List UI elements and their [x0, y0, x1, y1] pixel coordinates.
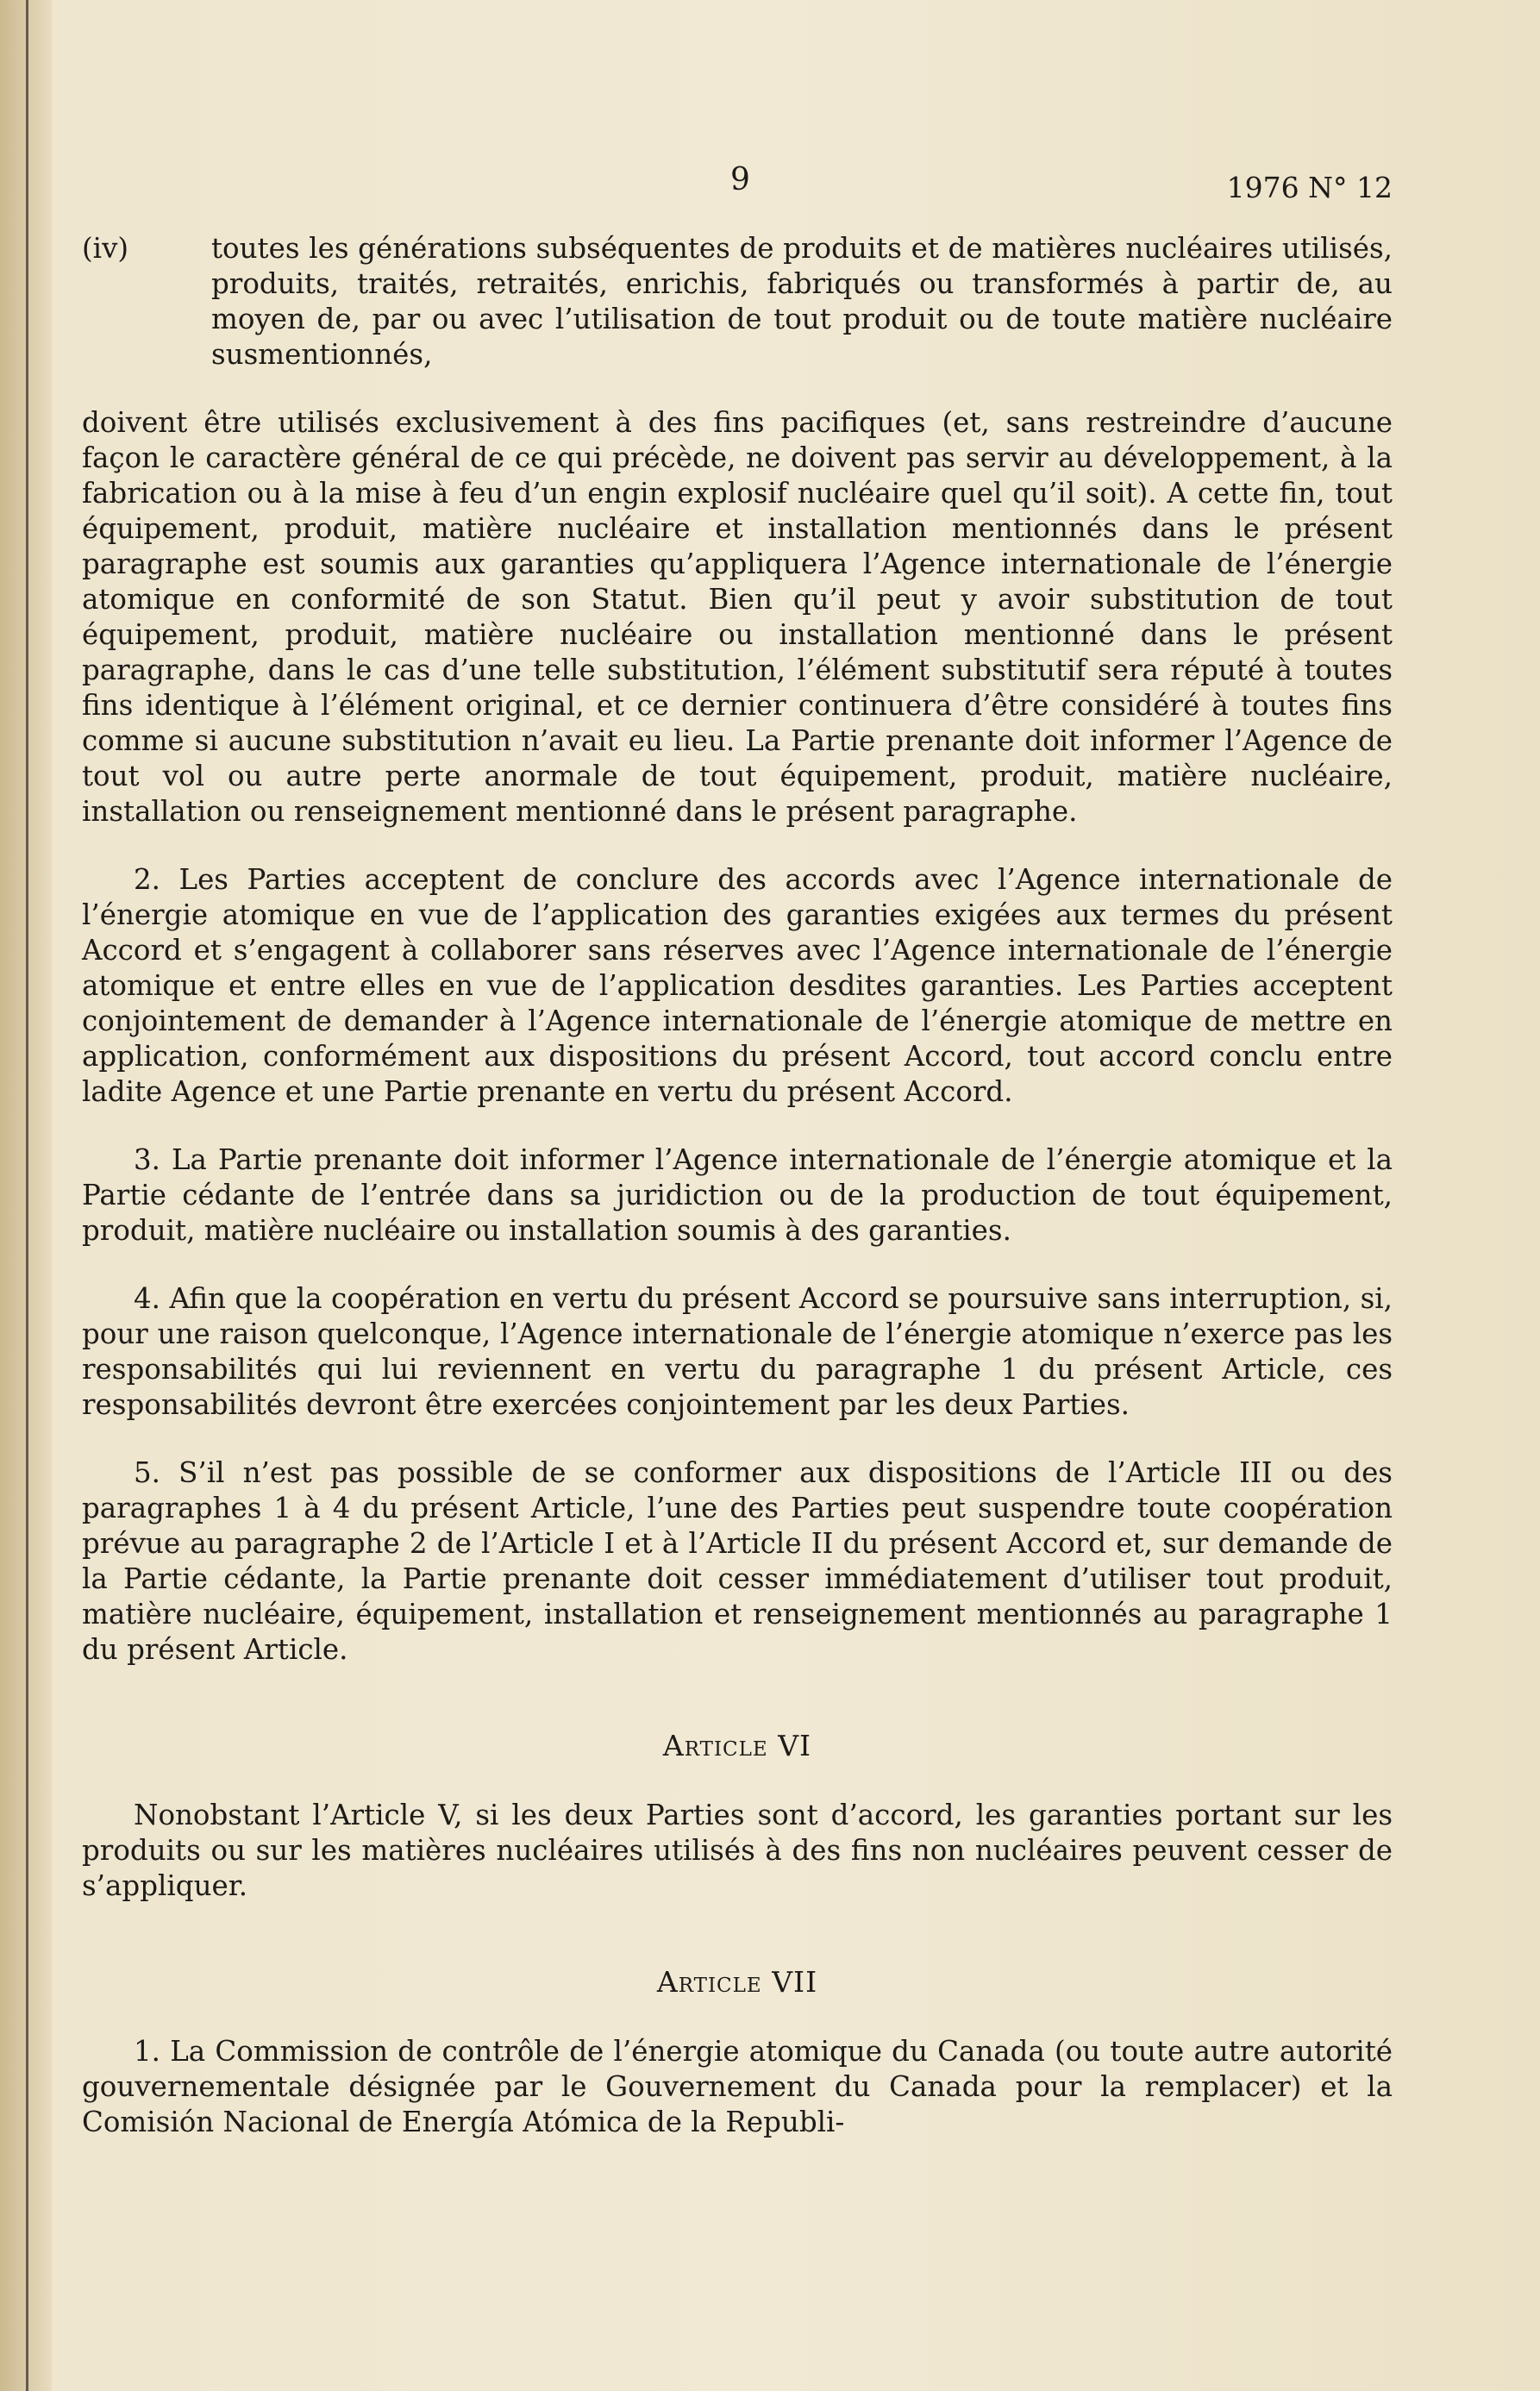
clause-iv-text: toutes les générations subséquentes de produits et de matières nucléaires utilisés, produits, traités, retraités, enrichis, fabriqués ou transformés à partir de, au moyen de, par ou avec l’utilisation de tout produit ou de toute matière nucléaire susmentionnés, — [211, 232, 1393, 371]
article-vii-heading: Article VII — [656, 1965, 818, 1999]
page-body — [82, 231, 1393, 2140]
continuation-paragraph: doivent être utilisés exclusivement à des fins pacifiques (et, sans restreindre d’aucune façon le caractère général de ce qui précède, ne doivent pas servir au développement, à la fabrication ou à la mise à feu d’un engin explosif nucléaire quel qu’il soit). A cette fin, tout équipement, produit, matière nucléaire et installation mentionnés dans le présent paragraphe est soumis aux garanties qu’appliquera l’Agence internationale de l’énergie atomique en conformité de son Statut. Bien qu’il peut y avoir substitution de tout équipement, produit, matière nucléaire ou installation mentionné dans le présent paragraphe, dans le cas d’une telle substitution, l’élément substitutif sera réputé à toutes fins identique à l’élément original, et ce dernier continuera d’être considéré à toutes fins comme si aucune substitution n’avait eu lieu. La Partie prenante doit informer l’Agence de tout vol ou autre perte anormale de tout équipement, produit, matière nucléaire, installation ou renseignement mentionné dans le présent paragraphe. — [82, 406, 1393, 828]
treaty-year-number: 1976 N° 12 — [1226, 171, 1393, 204]
paragraph-5: 5. S’il n’est pas possible de se conformer aux dispositions de l’Article III ou des paragraphes 1 à 4 du présent Article, l’une des Parties peut suspendre toute coopération prévue au paragraphe 2 de l’Article I et à l’Article II du présent Accord et, sur demande de la Partie cédante, la Partie prenante doit cesser immédiatement d’utiliser tout produit, matière nucléaire, équipement, installation et renseignement mentionnés au paragraphe 1 du présent Article. — [82, 1456, 1393, 1666]
page-number: 9 — [730, 162, 750, 197]
clause-iv — [82, 231, 1393, 372]
page-header — [82, 162, 1393, 214]
paragraph-4: 4. Afin que la coopération en vertu du présent Accord se poursuive sans interruption, si, pour une raison quelconque, l’Agence internationale de l’énergie atomique n’exerce pas les responsabilités qui lui reviennent en vertu du paragraphe 1 du présent Article, ces responsabilités devront être exercées conjointement par les deux Parties. — [82, 1282, 1393, 1421]
article-vii-text: 1. La Commission de contrôle de l’énergie atomique du Canada (ou toute autre autorité gouvernementale désignée par le Gouvernement du Canada pour la remplacer) et la Comisión Nacional de Energía Atómica de la Republi- — [82, 2035, 1393, 2138]
paragraph-2: 2. Les Parties acceptent de conclure des accords avec l’Agence internationale de l’énergie atomique en vue de l’application des garanties exigées aux termes du présent Accord et s’engagent à collaborer sans réserves avec l’Agence internationale de l’énergie atomique et entre elles en vue de l’application desdites garanties. Les Parties acceptent conjointement de demander à l’Agence internationale de l’énergie atomique de mettre en application, conformément aux dispositions du présent Accord, tout accord conclu entre ladite Agence et une Partie prenante en vertu du présent Accord. — [82, 863, 1393, 1108]
clause-iv-label: (iv) — [82, 232, 129, 265]
article-vi-heading: Article VI — [662, 1729, 812, 1762]
binding-line — [26, 0, 28, 2391]
paragraph-3: 3. La Partie prenante doit informer l’Agence internationale de l’énergie atomique et la Partie cédante de l’entrée dans sa juridiction ou de la production de tout équipement, produit, matière nucléaire ou installation soumis à des garanties. — [82, 1143, 1393, 1247]
article-vi-text: Nonobstant l’Article V, si les deux Parties sont d’accord, les garanties portant sur les produits ou sur les matières nucléaires utilisés à des fins non nucléaires peuvent cesser de s’appliquer. — [82, 1799, 1393, 1902]
